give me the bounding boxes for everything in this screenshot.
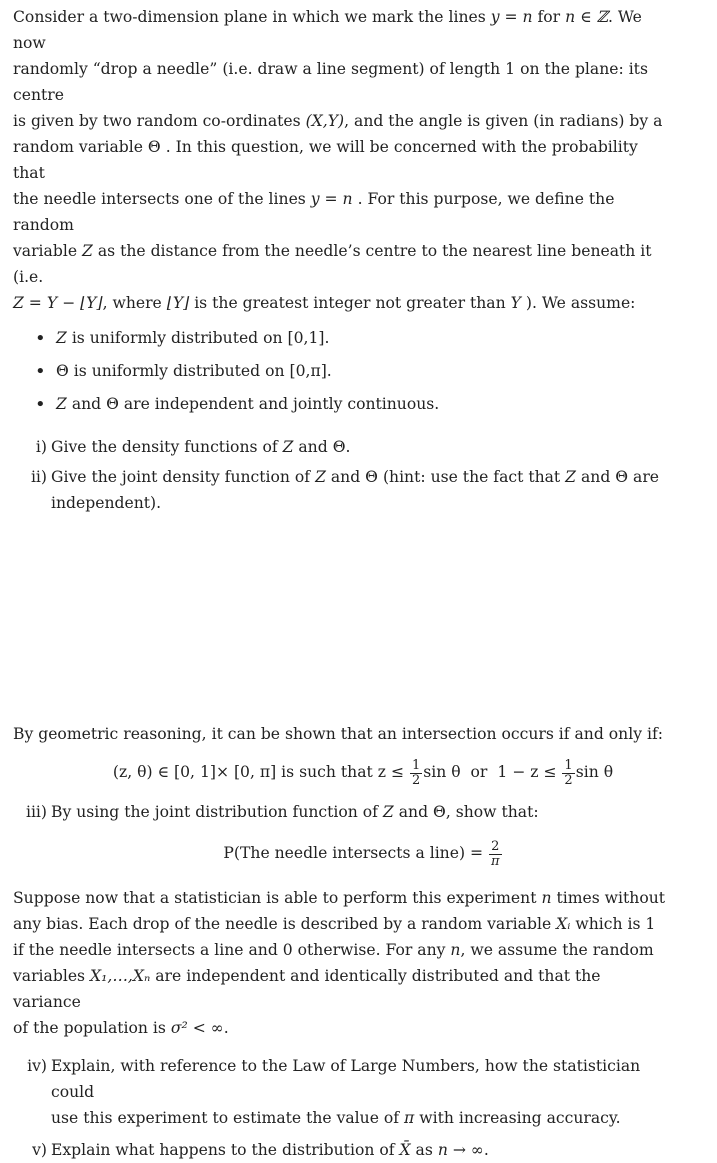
fraction-one-half: $\frac{1}{2}$ — [564, 757, 573, 788]
fraction-two-over-pi: $\frac{2}{\pi}$ — [491, 838, 500, 869]
geometric-reasoning-text: By geometric reasoning, it can be shown that an intersection occurs if and only if: — [13, 725, 663, 743]
fraction-one-half: $\frac{1}{2}$ — [411, 757, 421, 788]
intro-paragraph: Consider a two-dimension plane in which we mark the lines y = n for n ∈ ℤ. We now randomly “drop a needle” (i.e. draw a line segment) of length 1 on the plane: its centre is given by two random co-ordinates (X,Y), and the angle is given (in radians) by a random variable Θ . In this question, we will be concerned with the probability that the needle intersects one of the lines y = n . For this purpose, we define the random variable Z as the distance from the needle’s centre to the nearest line beneath it (i.e. Z = Y − ⌊Y⌋, where ⌊Y⌋ is the greatest integer not greater than Y ). We assume: — [13, 8, 663, 312]
assumption-item: • Z is uniformly distributed on [0,1]. — [13, 322, 673, 355]
assumption-item: • Θ is uniformly distributed on [0,π]. — [13, 355, 673, 388]
math-inline: Θ — [147, 138, 161, 156]
question-v: v) Explain what happens to the distribution of X̄ as n → ∞. — [32, 1141, 489, 1159]
question-document — [13, 4, 673, 1163]
math-inline: n ∈ ℤ — [565, 8, 608, 26]
math-inline: (X,Y) — [305, 112, 345, 130]
math-inline: Y — [510, 294, 521, 312]
question-list-2 — [13, 797, 673, 827]
math-inline: Z — [82, 242, 93, 260]
math-inline: ⌊Y⌋ — [166, 294, 190, 312]
math-inline: y = n — [310, 190, 353, 208]
question-i: i) Give the density functions of Z and Θ. — [35, 438, 351, 456]
question-iii: iii) By using the joint distribution function of Z and Θ, show that: — [25, 803, 539, 821]
question-list-3 — [13, 1053, 673, 1163]
math-inline: Z = Y − ⌊Y⌋ — [13, 294, 103, 312]
statistician-paragraph: Suppose now that a statistician is able to perform this experiment n times without any bias. Each drop of the needle is described by a random variable Xᵢ which is 1 if the needle intersects a line and 0 otherwise. For any n, we assume the random variables X₁,…,Xₙ are independent and identically distributed and that the variance of the population is σ² < ∞. — [13, 889, 666, 1037]
assumption-item: • Z and Θ are independent and jointly continuous. — [13, 388, 673, 421]
question-ii: ii) Give the joint density function of Z and Θ (hint: use the fact that Z and Θ are independent). — [30, 468, 660, 512]
intersection-condition: (z, θ) ∈ [0, 1]× [0, π] is such that z ≤ $\frac{1}{2}$ sin θ or 1 − z ≤ $\frac{1}{2}$ sin θ — [112, 757, 614, 788]
question-iv: iv) Explain, with reference to the Law of Large Numbers, how the statistician could use this experiment to estimate the value of π with increasing accuracy. — [27, 1057, 641, 1127]
question-list-1 — [13, 431, 673, 516]
probability-result: P(The needle intersects a line) = $\frac{2}{\pi}$ — [223, 838, 500, 869]
assumption-list — [13, 322, 673, 421]
math-inline: y = n — [490, 8, 533, 26]
